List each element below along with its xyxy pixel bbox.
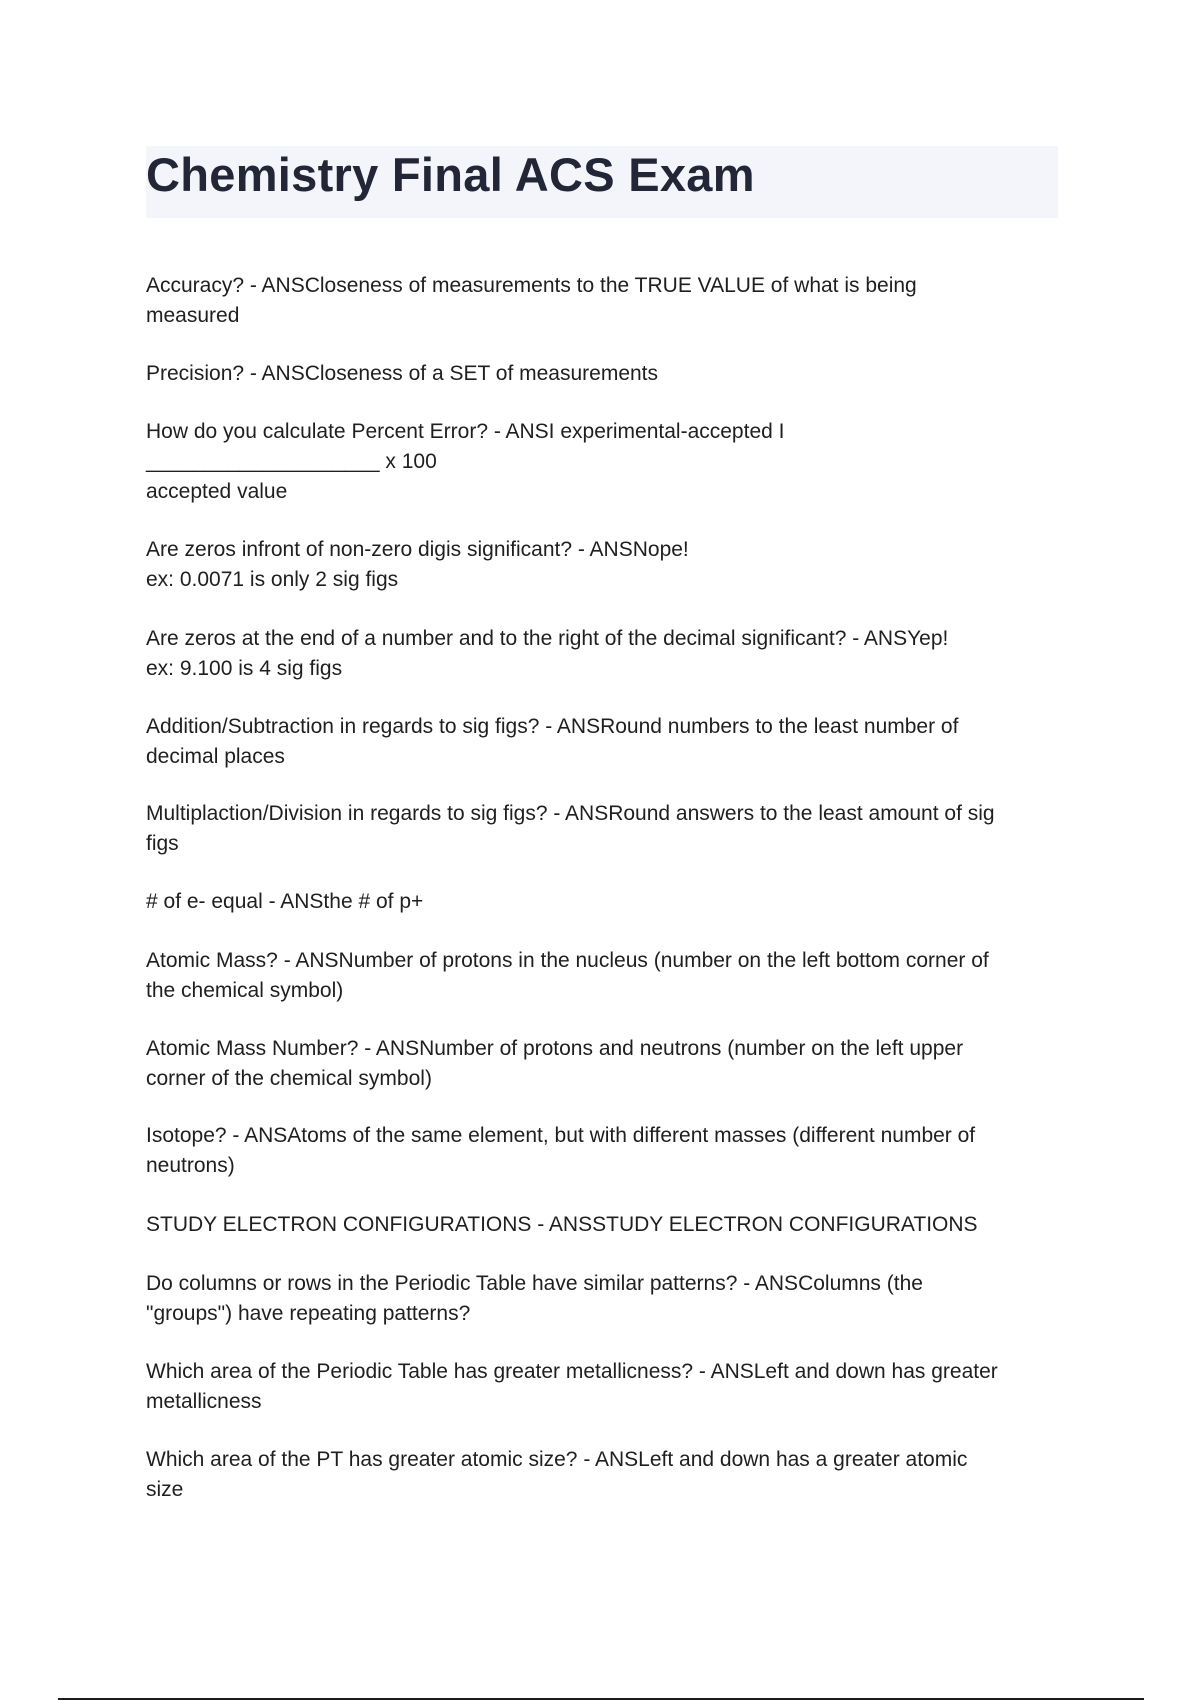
title-banner <box>146 146 1058 218</box>
qa-item-isotope: Isotope? - ANSAtoms of the same element, but with different masses (different number of neutrons) <box>146 1124 976 1177</box>
document-title: Chemistry Final ACS Exam <box>146 148 755 201</box>
qa-item-addition-subtraction: Addition/Subtraction in regards to sig figs? - ANSRound numbers to the least number of decimal places <box>146 715 959 768</box>
qa-item-periodic-patterns: Do columns or rows in the Periodic Table have similar patterns? - ANSColumns (the "groups") have repeating patterns? <box>146 1272 923 1325</box>
qa-item-atomic-size: Which area of the PT has greater atomic size? - ANSLeft and down has a greater atomic size <box>146 1448 968 1501</box>
qa-item-metallicness: Which area of the Periodic Table has greater metallicness? - ANSLeft and down has greater metallicness <box>146 1360 998 1413</box>
qa-item-percent-error: How do you calculate Percent Error? - ANSI experimental-accepted I ____________________ x 100 accepted value <box>146 420 785 503</box>
qa-item-atomic-mass-number: Atomic Mass Number? - ANSNumber of protons and neutrons (number on the left upper corner of the chemical symbol) <box>146 1037 964 1090</box>
qa-item-precision: Precision? - ANSCloseness of a SET of measurements <box>146 362 659 385</box>
qa-item-accuracy: Accuracy? - ANSCloseness of measurements to the TRUE VALUE of what is being measured <box>146 274 917 327</box>
qa-item-multiplication-division: Multiplaction/Division in regards to sig figs? - ANSRound answers to the least amount of sig figs <box>146 802 995 855</box>
qa-item-electron-configurations: STUDY ELECTRON CONFIGURATIONS - ANSSTUDY ELECTRON CONFIGURATIONS <box>146 1213 978 1236</box>
qa-item-trailing-zeros: Are zeros at the end of a number and to the right of the decimal significant? - ANSYep! ex: 9.100 is 4 sig figs <box>146 627 949 680</box>
qa-item-leading-zeros: Are zeros infront of non-zero digis significant? - ANSNope! ex: 0.0071 is only 2 sig figs <box>146 538 689 591</box>
qa-item-atomic-mass: Atomic Mass? - ANSNumber of protons in the nucleus (number on the left bottom corner of the chemical symbol) <box>146 949 989 1002</box>
qa-item-electrons: # of e- equal - ANSthe # of p+ <box>146 890 424 913</box>
